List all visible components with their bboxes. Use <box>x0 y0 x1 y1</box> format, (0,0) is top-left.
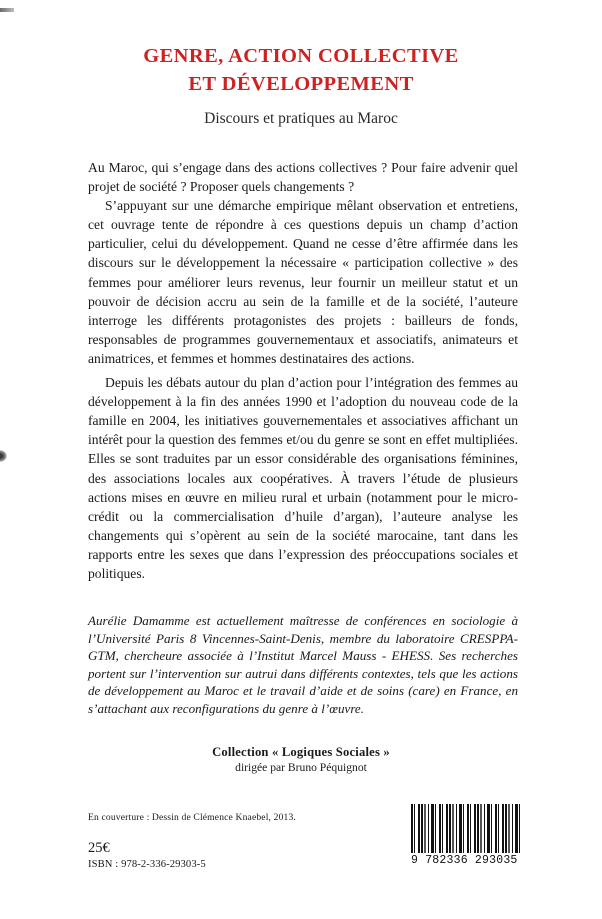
cover-title-line-2: ET DÉVELOPPEMENT <box>188 73 414 95</box>
blurb-text <box>88 158 518 588</box>
barcode-digits: 9 782336 293035 <box>411 854 518 867</box>
cover-subtitle: Discours et pratiques au Maroc <box>204 110 398 127</box>
cover-illustration-credit: En couverture : Dessin de Clémence Knaebel, 2013. <box>88 812 296 823</box>
price-label: 25€ <box>88 840 110 856</box>
barcode-bars <box>411 804 521 853</box>
blurb-paragraph-3: Depuis les débats autour du plan d’action pour l’intégration des femmes au développement à la fin des années 1990 et l’adoption du nouveau code de la famille en 2004, les initiatives gouvernementales et associatives affichant un intérêt pour la question des femmes et/ou du genre se sont en effet multipliées. Elles se sont traduites par un essor considérable des organisations féminines, des associations locales aux coopératives. À travers l’étude de plusieurs actions mises en œuvre en milieu rural et urbain (notamment pour le micro-crédit ou la commercialisation d’huile d’argan), l’auteure analyse les changements qui s’opèrent au sein de la société marocaine, tant dans les rapports entre les sexes que dans l’expression des préoccupations sociales et politiques. <box>88 375 518 581</box>
collection-director: dirigée par Bruno Péquignot <box>235 761 367 774</box>
collection-title: Collection « Logiques Sociales » <box>212 745 390 759</box>
isbn-label: ISBN : 978-2-336-29303-5 <box>88 859 206 870</box>
scan-artifact-top-left <box>0 8 14 12</box>
blurb-paragraph-1: Au Maroc, qui s’engage dans des actions collectives ? Pour faire advenir quel projet de société ? Proposer quels changements ? <box>88 160 518 195</box>
collection-block <box>0 744 602 775</box>
scan-artifact-left-edge <box>0 450 7 462</box>
cover-title <box>0 42 602 98</box>
ean-barcode <box>411 804 521 868</box>
author-biography: Aurélie Damamme est actuellement maîtresse de conférences en sociologie à l’Université Paris 8 Vincennes-Saint-Denis, membre du laboratoire CRESPPA-GTM, chercheure associée à l’Institut Marcel Mauss - EHESS. Ses recherches portent sur l’intervention sur autrui dans différents contextes, tels que les actions de développement au Maroc et le travail d’aide et de soins (care) en France, en s’attachant aux reconfigurations du genre à l’œuvre. <box>88 613 518 716</box>
blurb-paragraph-2: S’appuyant sur une démarche empirique mêlant observation et entretiens, cet ouvrage tente de répondre à ces questions depuis un champ d’action particulier, celui du développement. Quand ne cesse d’être affirmée dans les discours sur le développement la nécessaire « participation collective » des femmes pour améliorer leurs revenus, leur fournir un meilleur statut et un pouvoir de décision accru au sein de la famille et de la société, l’auteure interroge les différents protagonistes des projets : bailleurs de fonds, responsables de programmes gouvernementaux et associatifs, animateurs et animatrices, et femmes et hommes destinataires des actions. <box>88 198 518 366</box>
cover-title-line-1: GENRE, ACTION COLLECTIVE <box>143 45 459 67</box>
